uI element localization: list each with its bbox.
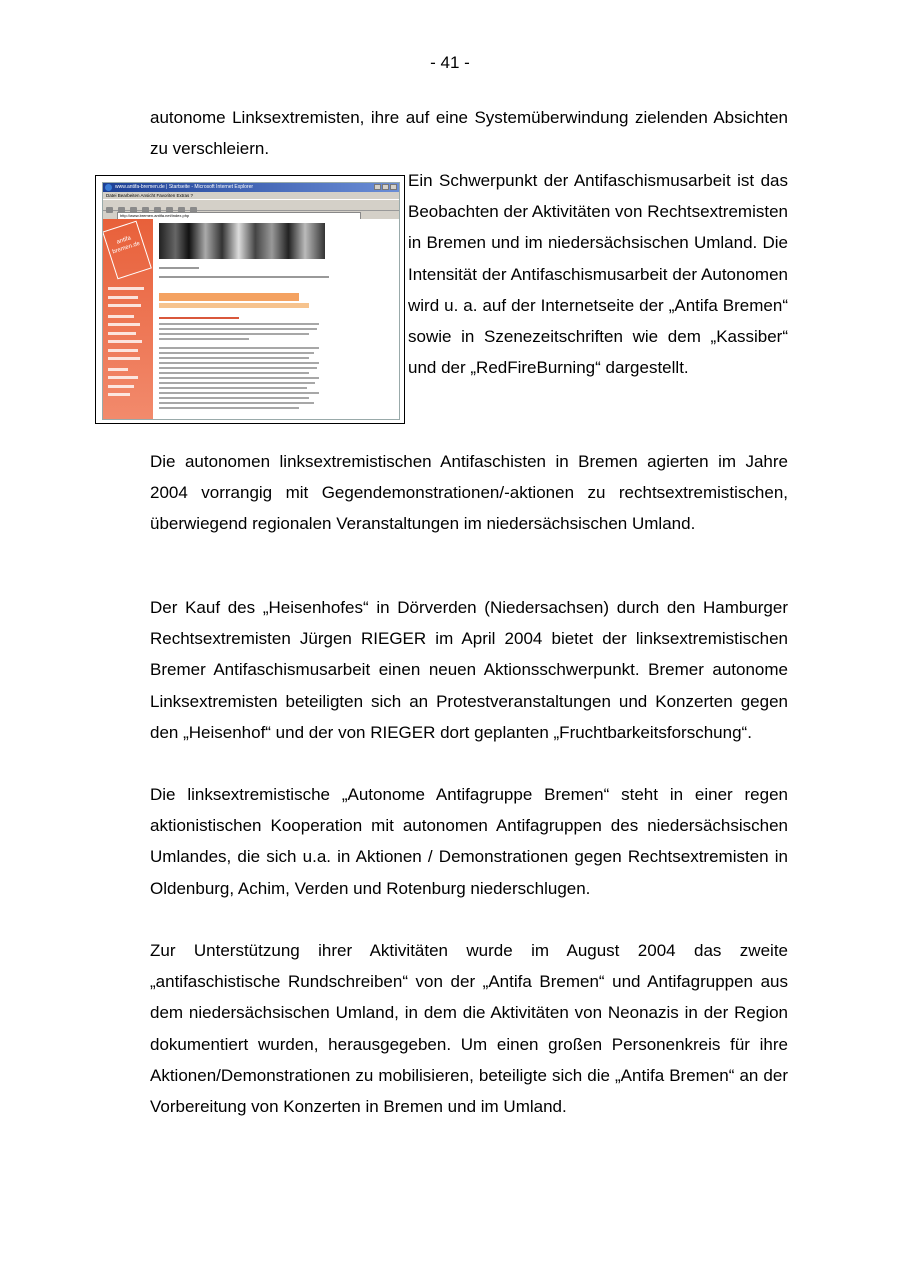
side-links bbox=[108, 285, 152, 401]
address-field: http://www.bremen.antifa.net/index.php bbox=[117, 212, 361, 220]
site-subheading bbox=[159, 303, 309, 308]
website-sidebar bbox=[103, 219, 153, 419]
ie-icon bbox=[105, 184, 112, 191]
website-content bbox=[103, 219, 399, 419]
paragraph-2: Ein Schwerpunkt der Antifaschismusarbeit ist das Beobachten der Aktivitäten von Rechtsextremisten in Bremen und im niedersächsischen Umland. Die Intensität der Antifaschismusarbeit der Autonomen wird u. a. auf der Internetseite der „Antifa Bremen“ sowie in Szenezeitschriften wie dem „Kassiber“ und der „RedFireBurning“ dargestellt. bbox=[408, 171, 788, 378]
browser-menubar: Datei Bearbeiten Ansicht Favoriten Extras ? bbox=[106, 193, 194, 198]
browser-toolbar bbox=[103, 199, 399, 211]
paragraph-6: Zur Unterstützung ihrer Aktivitäten wurde im August 2004 das zweite „antifaschistische Rundschreiben“ von der „Antifa Bremen“ und Antifagruppen aus dem niedersächsischen Umland, in dem die Aktivitäten von Neonazis in der Region dokumentiert wurden, herausgegeben. Um einen großen Personenkreis für ihre Aktionen/Demonstrationen zu mobilisieren, beteiligte sich die „Antifa Bremen“ an der Vorbereitung von Konzerten in Bremen und im Umland. bbox=[150, 941, 788, 1117]
paragraph-3: Die autonomen linksextremistischen Antifaschisten in Bremen agierten im Jahre 2004 vorrangig mit Gegendemonstrationen/-aktionen zu rechtsextremistischen, überwiegend regionalen Veranstaltungen im niedersächsischen Umland. bbox=[150, 452, 788, 534]
website-screenshot-figure bbox=[95, 175, 405, 424]
site-logo: antifa bremen.de bbox=[102, 221, 152, 280]
page-number: - 41 - bbox=[430, 53, 470, 72]
maximize-icon bbox=[382, 184, 389, 190]
site-heading bbox=[159, 293, 299, 301]
window-buttons bbox=[373, 184, 397, 194]
photo-strip bbox=[159, 223, 325, 259]
browser-addressbar bbox=[103, 211, 399, 219]
website-main bbox=[159, 219, 395, 419]
paragraph-4: Der Kauf des „Heisenhofes“ in Dörverden (Niedersachsen) durch den Hamburger Rechtsextremisten Jürgen RIEGER im April 2004 bietet der linksextremistischen Bremer Antifaschismusarbeit einen neuen Aktionsschwerpunkt. Bremer autonome Linksextremisten beteiligten sich an Protestveranstaltungen und Konzerten gegen den „Heisenhof“ und der von RIEGER dort geplanten „Fruchtbarkeitsforschung“. bbox=[150, 598, 788, 742]
paragraph-5: Die linksextremistische „Autonome Antifagruppe Bremen“ steht in einer regen aktionistischen Kooperation mit autonomen Antifagruppen des niedersächsischen Umlandes, die sich u.a. in Aktionen / Demonstrationen gegen Rechtsextremisten in Oldenburg, Achim, Verden und Rotenburg niederschlugen. bbox=[150, 785, 788, 898]
browser-window bbox=[102, 182, 400, 420]
minimize-icon bbox=[374, 184, 381, 190]
browser-titlebar bbox=[103, 183, 399, 192]
close-icon bbox=[390, 184, 397, 190]
paragraph-1: autonome Linksextremisten, ihre auf eine Systemüberwindung zielenden Absichten zu verschleiern. bbox=[150, 108, 788, 159]
window-title: www.antifa-bremen.de | Startseite - Microsoft Internet Explorer bbox=[115, 184, 254, 190]
